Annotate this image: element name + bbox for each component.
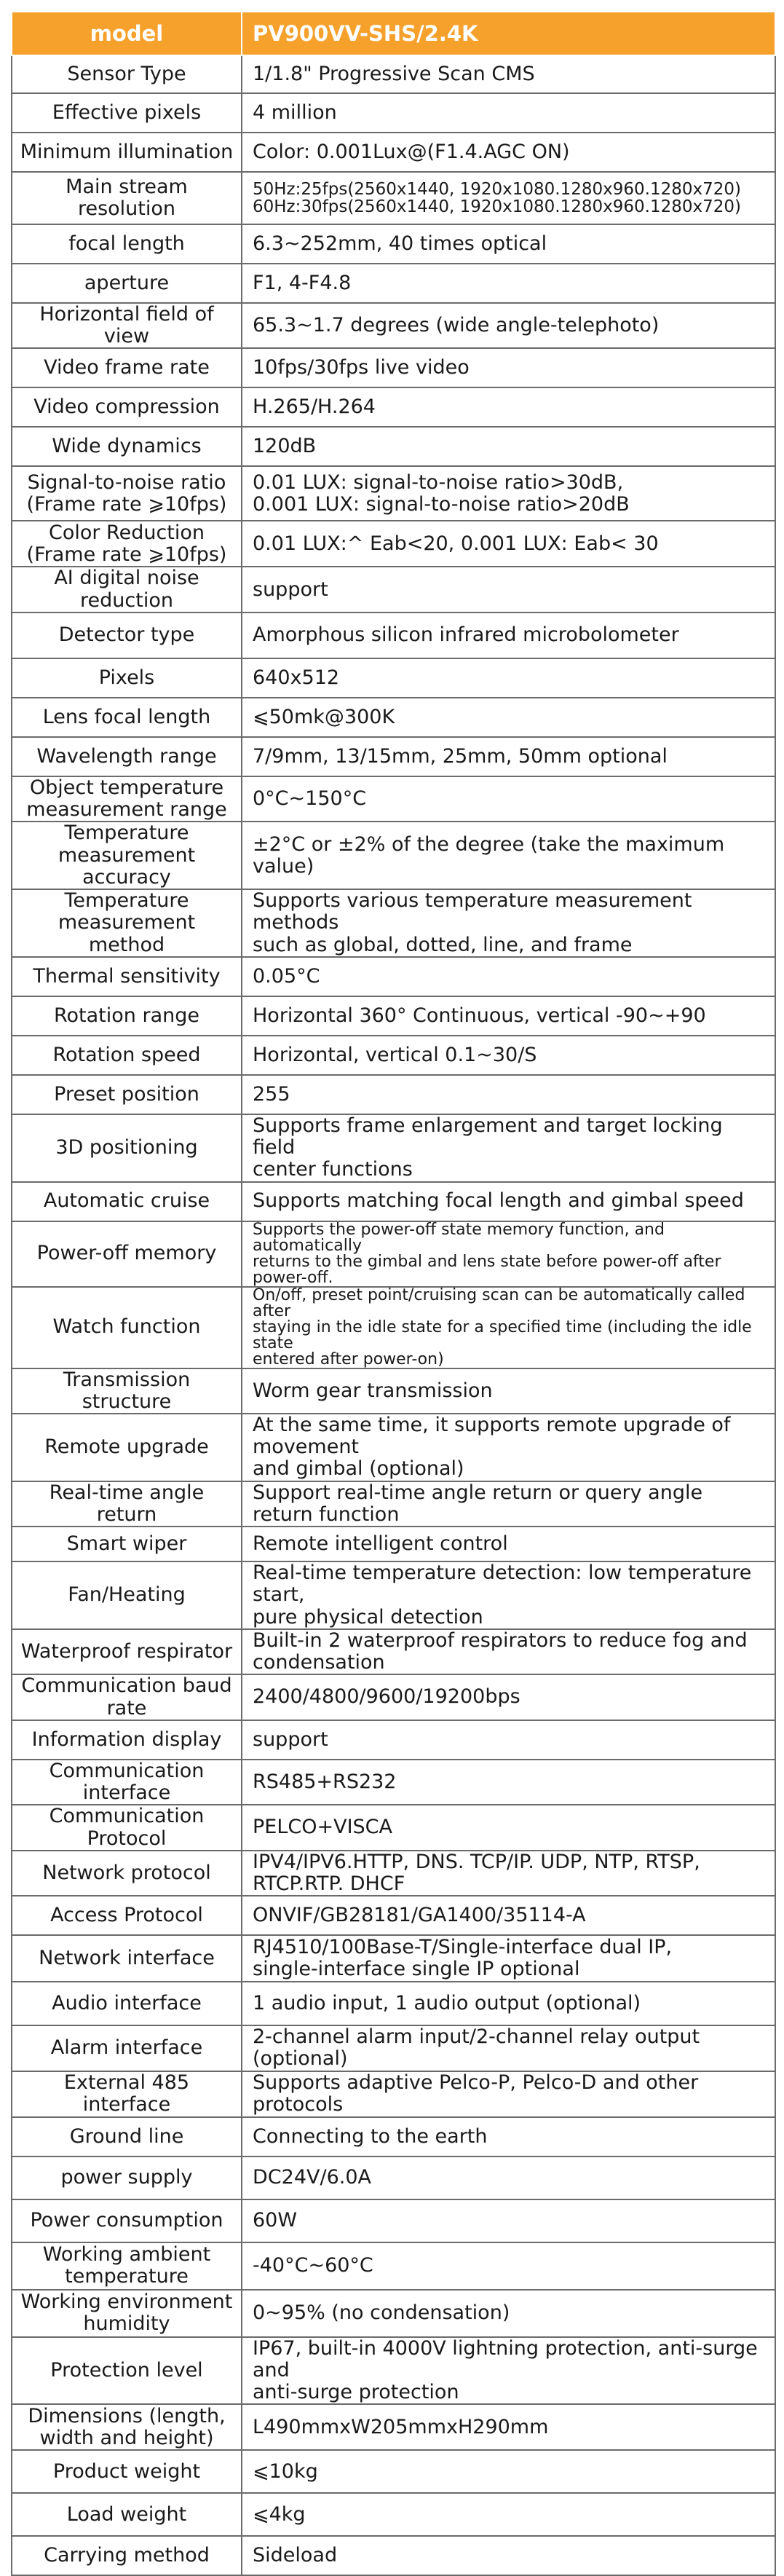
spec-label: Audio interface bbox=[12, 1982, 242, 2025]
spec-label: Product weight bbox=[12, 2450, 242, 2493]
spec-value: Real-time temperature detection: low temperature start, pure physical detection bbox=[242, 1561, 775, 1629]
spec-label: Working environment humidity bbox=[12, 2290, 242, 2337]
spec-label: Effective pixels bbox=[12, 93, 242, 133]
spec-label: focal length bbox=[12, 224, 242, 264]
spec-value: 0.01 LUX:^ Eab<20, 0.001 LUX: Eab< 30 bbox=[242, 521, 775, 567]
table-row bbox=[12, 1982, 775, 2025]
table-row bbox=[12, 1527, 775, 1561]
spec-value: IPV4/IPV6.HTTP, DNS. TCP/IP. UDP, NTP, RTSP, RTCP.RTP. DHCF bbox=[242, 1851, 775, 1896]
spec-label: Watch function bbox=[12, 1287, 242, 1368]
spec-label: power supply bbox=[12, 2156, 242, 2199]
spec-value: 65.3~1.7 degrees (wide angle-telephoto) bbox=[242, 303, 775, 348]
table-row bbox=[12, 1368, 775, 1414]
spec-label: Working ambient temperature bbox=[12, 2242, 242, 2290]
spec-value: 10fps/30fps live video bbox=[242, 348, 775, 387]
spec-label: Pixels bbox=[12, 658, 242, 698]
spec-value: -40°C~60°C bbox=[242, 2242, 775, 2290]
spec-value: 0.01 LUX: signal-to-noise ratio>30dB, 0.001 LUX: signal-to-noise ratio>20dB bbox=[242, 466, 775, 521]
spec-value: Color: 0.001Lux@(F1.4.AGC ON) bbox=[242, 133, 775, 172]
table-row bbox=[12, 1414, 775, 1481]
table-row bbox=[12, 1561, 775, 1629]
table-row bbox=[12, 2450, 775, 2493]
spec-label: Power consumption bbox=[12, 2199, 242, 2242]
spec-value: ⩽10kg bbox=[242, 2450, 775, 2493]
spec-label: Wide dynamics bbox=[12, 427, 242, 466]
spec-value: 120dB bbox=[242, 427, 775, 466]
spec-value: Amorphous silicon infrared microbolometer bbox=[242, 613, 775, 658]
spec-label: Preset position bbox=[12, 1075, 242, 1114]
table-row bbox=[12, 776, 775, 822]
table-row bbox=[12, 2493, 775, 2536]
spec-value: 6.3~252mm, 40 times optical bbox=[242, 224, 775, 264]
table-row bbox=[12, 2199, 775, 2242]
spec-label: Temperature measurement accuracy bbox=[12, 822, 242, 889]
table-row bbox=[12, 303, 775, 348]
table-row bbox=[12, 1720, 775, 1760]
table-row bbox=[12, 2117, 775, 2156]
table-row bbox=[12, 387, 775, 427]
table-row bbox=[12, 1036, 775, 1075]
table-row bbox=[12, 348, 775, 387]
table-row bbox=[12, 2290, 775, 2337]
table-row bbox=[12, 698, 775, 737]
spec-value: Support real-time angle return or query angle return function bbox=[242, 1481, 775, 1527]
spec-value: Horizontal, vertical 0.1~30/S bbox=[242, 1036, 775, 1075]
table-header-row bbox=[12, 12, 775, 55]
table-row bbox=[12, 737, 775, 776]
spec-label: Detector type bbox=[12, 613, 242, 658]
spec-label: Horizontal field of view bbox=[12, 303, 242, 348]
spec-label: Thermal sensitivity bbox=[12, 957, 242, 996]
spec-label: Object temperature measurement range bbox=[12, 776, 242, 822]
spec-label: Alarm interface bbox=[12, 2025, 242, 2071]
table-row bbox=[12, 2242, 775, 2290]
spec-label: Communication interface bbox=[12, 1760, 242, 1805]
spec-label: Ground line bbox=[12, 2117, 242, 2156]
spec-label: Network protocol bbox=[12, 1851, 242, 1896]
spec-value: DC24V/6.0A bbox=[242, 2156, 775, 2199]
table-row bbox=[12, 1114, 775, 1182]
table-row bbox=[12, 2337, 775, 2405]
spec-label: Access Protocol bbox=[12, 1896, 242, 1935]
spec-value: Supports the power-off state memory function, and automatically returns to the gimbal and lens state before power-off after power-off. bbox=[242, 1221, 775, 1287]
spec-label: Lens focal length bbox=[12, 698, 242, 737]
spec-label: External 485 interface bbox=[12, 2071, 242, 2117]
spec-value: 60W bbox=[242, 2199, 775, 2242]
table-row bbox=[12, 1805, 775, 1850]
spec-value: support bbox=[242, 1720, 775, 1760]
spec-value: 640x512 bbox=[242, 658, 775, 698]
spec-label: Information display bbox=[12, 1720, 242, 1760]
spec-label: Network interface bbox=[12, 1935, 242, 1982]
spec-value: 1 audio input, 1 audio output (optional) bbox=[242, 1982, 775, 2025]
spec-label: Main stream resolution bbox=[12, 172, 242, 224]
spec-label: Waterproof respirator bbox=[12, 1629, 242, 1674]
table-row bbox=[12, 2404, 775, 2450]
spec-value: ⩽50mk@300K bbox=[242, 698, 775, 737]
table-row bbox=[12, 133, 775, 172]
spec-value: RS485+RS232 bbox=[242, 1760, 775, 1805]
spec-label: Real-time angle return bbox=[12, 1481, 242, 1527]
table-row bbox=[12, 567, 775, 612]
table-row bbox=[12, 224, 775, 264]
spec-value: 0~95% (no condensation) bbox=[242, 2290, 775, 2337]
table-row bbox=[12, 957, 775, 996]
table-row bbox=[12, 1287, 775, 1368]
spec-value: Supports various temperature measurement methods such as global, dotted, line, and frame bbox=[242, 889, 775, 957]
table-row bbox=[12, 1935, 775, 1982]
spec-label: Automatic cruise bbox=[12, 1182, 242, 1221]
spec-label: Wavelength range bbox=[12, 737, 242, 776]
table-row bbox=[12, 2025, 775, 2071]
spec-label: Video frame rate bbox=[12, 348, 242, 387]
spec-label: Transmission structure bbox=[12, 1368, 242, 1414]
table-row bbox=[12, 93, 775, 133]
spec-label: Minimum illumination bbox=[12, 133, 242, 172]
spec-label: Temperature measurement method bbox=[12, 889, 242, 957]
table-row bbox=[12, 996, 775, 1036]
spec-value: 1/1.8" Progressive Scan CMS bbox=[242, 55, 775, 93]
header-label: model bbox=[12, 12, 242, 55]
spec-value: At the same time, it supports remote upgrade of movement and gimbal (optional) bbox=[242, 1414, 775, 1481]
spec-value: 2-channel alarm input/2-channel relay output (optional) bbox=[242, 2025, 775, 2071]
spec-value: 0°C~150°C bbox=[242, 776, 775, 822]
spec-value: F1, 4-F4.8 bbox=[242, 264, 775, 303]
table-row bbox=[12, 55, 775, 93]
spec-label: Communication baud rate bbox=[12, 1674, 242, 1720]
spec-value: 0.05°C bbox=[242, 957, 775, 996]
spec-value: RJ4510/100Base-T/Single-interface dual IP, single-interface single IP optional bbox=[242, 1935, 775, 1982]
spec-value: Horizontal 360° Continuous, vertical -90~+90 bbox=[242, 996, 775, 1036]
spec-value: Built-in 2 waterproof respirators to reduce fog and condensation bbox=[242, 1629, 775, 1674]
spec-label: Remote upgrade bbox=[12, 1414, 242, 1481]
spec-value: L490mmxW205mmxH290mm bbox=[242, 2404, 775, 2450]
table-row bbox=[12, 264, 775, 303]
spec-label: 3D positioning bbox=[12, 1114, 242, 1182]
table-row bbox=[12, 822, 775, 889]
spec-value: Supports frame enlargement and target locking field center functions bbox=[242, 1114, 775, 1182]
spec-value: PELCO+VISCA bbox=[242, 1805, 775, 1850]
spec-value: ONVIF/GB28181/GA1400/35114-A bbox=[242, 1896, 775, 1935]
table-row bbox=[12, 1674, 775, 1720]
spec-label: Carrying method bbox=[12, 2536, 242, 2575]
spec-value: Remote intelligent control bbox=[242, 1527, 775, 1561]
table-row bbox=[12, 1896, 775, 1935]
spec-value: H.265/H.264 bbox=[242, 387, 775, 427]
table-row bbox=[12, 1481, 775, 1527]
spec-value: Connecting to the earth bbox=[242, 2117, 775, 2156]
table-row bbox=[12, 658, 775, 698]
spec-label: Fan/Heating bbox=[12, 1561, 242, 1629]
spec-label: Communication Protocol bbox=[12, 1805, 242, 1850]
table-row bbox=[12, 2071, 775, 2117]
table-row bbox=[12, 172, 775, 224]
table-row bbox=[12, 889, 775, 957]
spec-value: 50Hz:25fps(2560x1440, 1920x1080.1280x960.1280x720) 60Hz:30fps(2560x1440, 1920x1080.1280x960.1280x720) bbox=[242, 172, 775, 224]
table-row bbox=[12, 1760, 775, 1805]
spec-value: Supports matching focal length and gimbal speed bbox=[242, 1182, 775, 1221]
spec-label: Protection level bbox=[12, 2337, 242, 2405]
spec-label: Rotation speed bbox=[12, 1036, 242, 1075]
spec-value: 4 million bbox=[242, 93, 775, 133]
spec-table-body bbox=[12, 12, 775, 2575]
table-row bbox=[12, 427, 775, 466]
table-row bbox=[12, 1221, 775, 1287]
spec-label: Video compression bbox=[12, 387, 242, 427]
spec-value: ⩽4kg bbox=[242, 2493, 775, 2536]
table-row bbox=[12, 1629, 775, 1674]
header-model-value: PV900VV-SHS/2.4K bbox=[242, 12, 775, 55]
table-row bbox=[12, 2536, 775, 2575]
spec-value: Sideload bbox=[242, 2536, 775, 2575]
spec-value: 7/9mm, 13/15mm, 25mm, 50mm optional bbox=[242, 737, 775, 776]
table-row bbox=[12, 1851, 775, 1896]
spec-label: AI digital noise reduction bbox=[12, 567, 242, 612]
spec-label: aperture bbox=[12, 264, 242, 303]
table-row bbox=[12, 613, 775, 658]
spec-label: Load weight bbox=[12, 2493, 242, 2536]
table-row bbox=[12, 1075, 775, 1114]
table-row bbox=[12, 1182, 775, 1221]
spec-value: IP67, built-in 4000V lightning protection, anti-surge and anti-surge protection bbox=[242, 2337, 775, 2405]
spec-value: support bbox=[242, 567, 775, 612]
spec-value: 255 bbox=[242, 1075, 775, 1114]
spec-value: On/off, preset point/cruising scan can be automatically called after staying in the idle state for a specified time (including the idle state entered after power-on) bbox=[242, 1287, 775, 1368]
spec-label: Power-off memory bbox=[12, 1221, 242, 1287]
table-row bbox=[12, 521, 775, 567]
spec-label: Color Reduction (Frame rate ⩾10fps) bbox=[12, 521, 242, 567]
spec-label: Dimensions (length, width and height) bbox=[12, 2404, 242, 2450]
spec-value: ±2°C or ±2% of the degree (take the maximum value) bbox=[242, 822, 775, 889]
spec-value: 2400/4800/9600/19200bps bbox=[242, 1674, 775, 1720]
spec-value: Supports adaptive Pelco-P, Pelco-D and other protocols bbox=[242, 2071, 775, 2117]
spec-value: Worm gear transmission bbox=[242, 1368, 775, 1414]
table-row bbox=[12, 466, 775, 521]
spec-label: Sensor Type bbox=[12, 55, 242, 93]
spec-label: Signal-to-noise ratio (Frame rate ⩾10fps) bbox=[12, 466, 242, 521]
spec-table bbox=[11, 11, 776, 2576]
spec-label: Rotation range bbox=[12, 996, 242, 1036]
spec-label: Smart wiper bbox=[12, 1527, 242, 1561]
table-row bbox=[12, 2156, 775, 2199]
